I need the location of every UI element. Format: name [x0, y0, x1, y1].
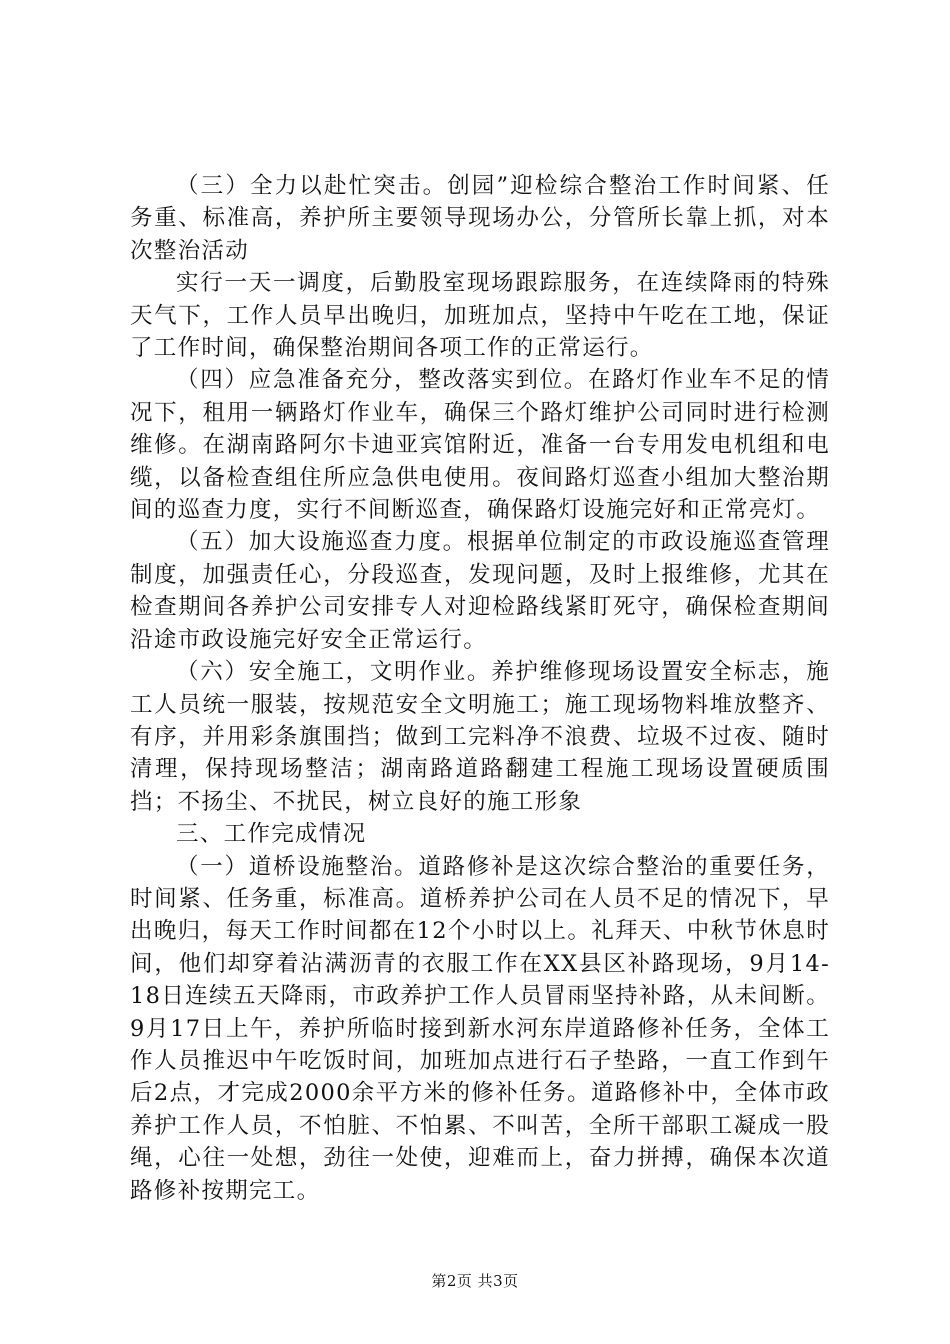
paragraph-4: （四）应急准备充分，整改落实到位。在路灯作业车不足的情况下，租用一辆路灯作业车，确保三个路灯维护公司同时进行检测维修。在湖南路阿尔卡迪亚宾馆附近，准备一台专用发电机组和电缆，以备检查组住所应急供电使用。夜间路灯巡查小组加大整治期间的巡查力度，实行不间断巡查，确保路灯设施完好和正常亮灯。: [130, 367, 830, 524]
paragraph-3: （三）全力以赴忙突击。创园”迎检综合整治工作时间紧、任务重、标准高，养护所主要领导现场办公，分管所长靠上抓，对本次整治活动: [130, 173, 830, 264]
paragraph-6: （六）安全施工，文明作业。养护维修现场设置安全标志，施工人员统一服装，按规范安全文明施工；施工现场物料堆放整齐、有序，并用彩条旗围挡；做到工完料净不浪费、垃圾不过夜、随时清理，保持现场整洁；湖南路道路翻建工程施工现场设置硬质围挡；不扬尘、不扰民，树立良好的施工形象: [130, 659, 830, 815]
document-body: [130, 170, 830, 1207]
page-footer: [0, 1270, 950, 1291]
paragraph-section3-1: （一）道桥设施整治。道路修补是这次综合整治的重要任务，时间紧、任务重，标准高。道桥养护公司在人员不足的情况下，早出晚归，每天工作时间都在12个小时以上。礼拜天、中秋节休息时间，他们却穿着沾满沥青的衣服工作在XX县区补路现场，9月14-18日连续五天降雨，市政养护工作人员冒雨坚持补路，从未间断。9月17日上午，养护所临时接到新水河东岸道路修补任务，全体工作人员推迟中午吃饭时间，加班加点进行石子垫路，一直工作到午后2点，才完成2000余平方米的修补任务。道路修补中，全体市政养护工作人员，不怕脏、不怕累、不叫苦，全所干部职工凝成一股绳，心往一处想，劲往一处使，迎难而上，奋力拼搏，确保本次道路修补按期完工。: [130, 853, 830, 1204]
section-heading: 三、工作完成情况: [176, 821, 367, 848]
paragraph-3-continued: 实行一天一调度，后勤股室现场跟踪服务，在连续降雨的特殊天气下，工作人员早出晚归，加班加点，坚持中午吃在工地，保证了工作时间，确保整治期间各项工作的正常运行。: [130, 270, 830, 362]
page-number: 第2页 共3页: [431, 1272, 519, 1290]
paragraph-5: （五）加大设施巡查力度。根据单位制定的市政设施巡查管理制度，加强责任心，分段巡查，发现问题，及时上报维修，尤其在检查期间各养护公司安排专人对迎检路线紧盯死守，确保检查期间沿途市政设施完好安全正常运行。: [130, 529, 830, 653]
